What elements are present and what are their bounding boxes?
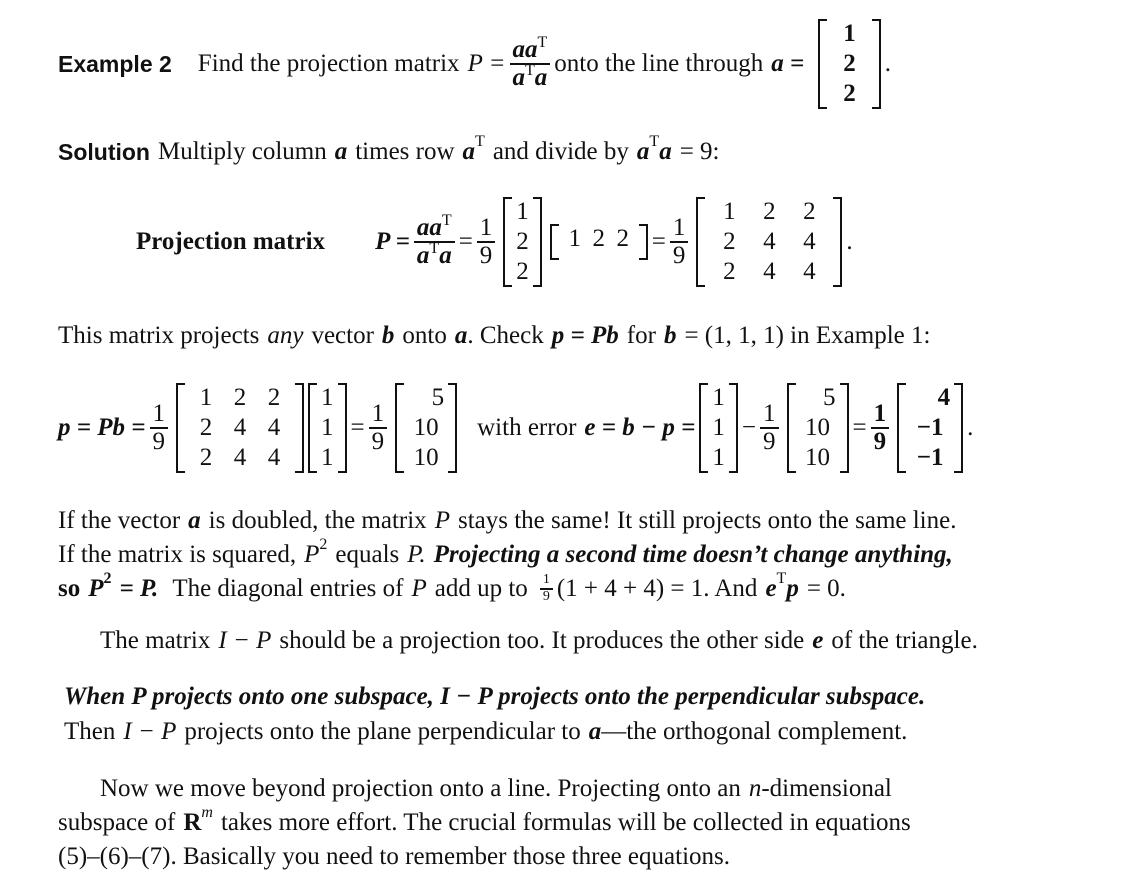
solution-sup2: T (649, 133, 660, 150)
example-middle: onto the line through (554, 50, 764, 77)
solution-a4: a (659, 138, 672, 165)
check-line (58, 318, 930, 354)
check-any: any (267, 322, 304, 349)
para4-line1: Now we move beyond projection onto a line. Projecting onto an n -dimensional (100, 775, 892, 802)
para2: The matrix I − P should be a projection too. It produces the other side e of the triangle. (100, 627, 978, 654)
para3-line2: Then I − P projects onto the plane perpendicular to a —the orthogonal complement. (64, 718, 908, 745)
calc-one-ninth: $\frac{1}{9}$ (150, 401, 169, 456)
projection-fraction: $\frac{aa^T}{a^Ta}$ (414, 215, 455, 270)
projection-lhs: P = (375, 228, 410, 255)
calc-one-ninth-2: $\frac{1}{9}$ (369, 401, 388, 456)
para4-line2: subspace of R m takes more effort. The crucial formulas will be collected in equations (58, 804, 911, 836)
calc-minus: − (741, 414, 757, 441)
calc-eq: = (350, 414, 365, 441)
solution-tail: = 9: (679, 138, 720, 165)
example-vector: 1 2 2 (818, 19, 881, 109)
solution-text: Multiply column (157, 138, 327, 165)
example-line (58, 12, 891, 116)
example-eq-lhs: P = (467, 50, 506, 77)
solution-line (58, 134, 719, 170)
calc-lhs: p = Pb = (58, 414, 146, 441)
projection-line (136, 186, 853, 298)
projection-matrix: 1 2 2 2 4 4 2 4 4 (696, 197, 842, 287)
calc-vec3: 1 1 1 (699, 383, 738, 473)
projection-row: 1 2 2 (550, 224, 648, 260)
para4-line3: (5)–(6)–(7). Basically you need to remember those three equations. (58, 843, 730, 870)
calc-end: . (967, 414, 974, 441)
calc-one-ninth-3: $\frac{1}{9}$ (760, 401, 779, 456)
example-fraction: $\frac{aa^T}{a^Ta}$ (510, 37, 551, 92)
check-t4: . Check (467, 322, 544, 349)
para1-line3: so P 2 = P. The diagonal entries of P add up to $\frac{1}{9}$ (1 + 4 + 4) = 1. And e T p = 0. (58, 570, 846, 604)
example-vec-label: a = (771, 50, 805, 77)
check-t1: This matrix projects (58, 322, 260, 349)
example-end: . (884, 50, 892, 77)
calc-matrix: 1 2 2 2 4 4 2 4 4 (176, 383, 304, 473)
solution-sup: T (475, 133, 485, 150)
check-b: b (381, 322, 395, 349)
solution-a3: a (636, 138, 650, 165)
solution-a2: a (462, 138, 476, 165)
calc-one-ninth-4: $\frac{1}{9}$ (871, 401, 890, 456)
calc-vec5: 4 −1 −1 (897, 383, 963, 473)
check-t3: onto (402, 322, 447, 349)
para1-line1: If the vector a is doubled, the matrix P stays the same! It still projects onto the same line. (58, 507, 957, 534)
solution-label: Solution (58, 138, 150, 165)
para1-one-ninth: $\frac{1}{9}$ (540, 573, 553, 604)
check-a: a (454, 322, 468, 349)
solution-a1: a (334, 138, 348, 165)
solution-text2: times row (355, 138, 455, 165)
example-label: Example 2 (58, 50, 172, 77)
calc-vec2: 5 10 10 (395, 383, 457, 473)
calc-eq2: = (852, 414, 867, 441)
calc-err-eq: e = b − p = (584, 414, 696, 441)
example-text: Find the projection matrix (197, 50, 460, 77)
projection-one-ninth-2: $\frac{1}{9}$ (670, 215, 689, 270)
projection-one-ninth: $\frac{1}{9}$ (477, 215, 496, 270)
check-t5: for (626, 322, 656, 349)
projection-end: . (846, 228, 853, 255)
para3-line1: When P projects onto one subspace, I − P projects onto the perpendicular subspace. (64, 683, 926, 710)
check-t2: vector (311, 322, 374, 349)
solution-text3: and divide by (492, 138, 629, 165)
calc-vec4: 5 10 10 (787, 383, 849, 473)
check-eq: p = Pb (551, 322, 619, 349)
calc-line (58, 372, 973, 484)
calc-with-error: with error (477, 414, 577, 441)
projection-label: Projection matrix (136, 228, 326, 255)
calc-vec1: 1 1 1 (308, 383, 347, 473)
para1-line2: If the matrix is squared, P 2 equals P. Projecting a second time doesn’t change anything, (58, 536, 953, 568)
projection-eq2: = (651, 228, 666, 255)
projection-eq: = (458, 228, 473, 255)
check-b2: b (663, 322, 677, 349)
projection-column: 1 2 2 (503, 197, 542, 287)
check-t6: = (1, 1, 1) in Example 1: (684, 322, 931, 349)
